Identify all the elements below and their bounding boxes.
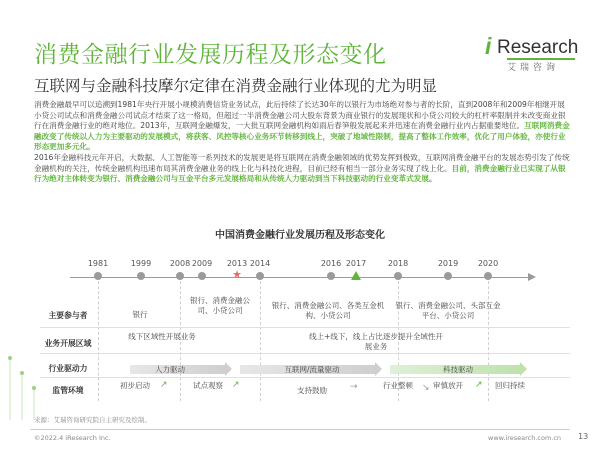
milestone-circle-icon — [176, 272, 184, 280]
regulation-cell-6: 回归持续 — [495, 381, 525, 390]
year-2019: 2019 — [437, 259, 459, 268]
paragraph-1 — [34, 100, 572, 153]
milestone-circle-icon — [256, 272, 264, 280]
page-title: 消费金融行业发展历程及形态变化 — [34, 42, 387, 68]
regulation-cell-1: 初步启动 — [120, 381, 150, 390]
milestone-circle-icon — [394, 272, 402, 280]
participants-cell-1: 银行 — [132, 310, 148, 319]
milestone-circle-icon — [94, 272, 102, 280]
divider — [260, 281, 261, 401]
row-label-participants: 主要参与者 — [48, 311, 88, 320]
source-note: 来源：艾瑞咨询研究院自主研究及绘制。 — [34, 416, 151, 424]
year-1999: 1999 — [130, 259, 152, 268]
year-2013: 2013 — [226, 259, 248, 268]
channels-cell-2: 线上+线下，线上占比逐步提升全域性开展业务 — [309, 332, 443, 351]
regulation-cell-3: 支持鼓励 — [297, 386, 327, 395]
year-1981: 1981 — [87, 259, 109, 268]
divider — [40, 353, 570, 354]
year-2020: 2020 — [477, 259, 499, 268]
participants-cell-2: 银行、消费金融公司、小贷公司 — [190, 296, 250, 315]
copyright: ©2022.4 iResearch Inc. — [34, 434, 111, 442]
page-number: 13 — [578, 432, 589, 441]
arrow-right-icon: → — [350, 382, 358, 392]
body-paragraph — [34, 100, 572, 185]
logo-cn: 艾瑞咨询 — [507, 63, 560, 73]
milestone-circle-icon — [327, 272, 335, 280]
year-2016: 2016 — [320, 259, 342, 268]
chart-title: 中国消费金融行业发展历程及形态变化 — [215, 230, 385, 241]
decorative-dots — [0, 300, 60, 420]
arrow-down-right-icon: ↘ — [422, 383, 430, 393]
year-2018: 2018 — [387, 259, 409, 268]
paragraph-2-highlight: 目前，消费金融行业已实现了从银行为绝对主体转变为银行、消费金融公司与互金平台多元发展格局和从传统人力驱动到当下科技驱动的行业变革式发展。 — [34, 163, 566, 184]
row-label-driver: 行业驱动力 — [48, 364, 88, 373]
driver-cell-1: 人力驱动 — [155, 365, 185, 374]
milestone-circle-icon — [198, 272, 206, 280]
paragraph-2 — [34, 153, 572, 185]
participants-cell-4: 银行、消费金融公司、头部互金平台、小贷公司 — [395, 301, 501, 320]
regulation-cell-4: 行业整顿 — [383, 381, 413, 390]
divider — [30, 429, 570, 430]
star-icon: ★ — [232, 268, 242, 281]
timeline-arrow-icon — [528, 273, 536, 281]
regulation-cell-5: 审慎放开 — [433, 381, 463, 390]
divider — [40, 377, 570, 378]
paragraph-1-highlight: 互联网消费金融改变了传统以人力为主要驱动的发展模式，将获客、风控等核心业务环节转移到线上，突破了地域性限制，提高了整体工作效率，优化了用户体验，亦使行业形态更加多元化。 — [34, 121, 570, 152]
logo-name: Research — [497, 37, 579, 58]
milestone-circle-icon — [484, 272, 492, 280]
arrow-up-right-icon: ↗ — [232, 380, 240, 390]
year-2008: 2008 — [169, 259, 191, 268]
arrow-up-right-icon: ↗ — [160, 380, 168, 390]
logo-mark: i — [485, 33, 492, 59]
regulation-cell-2: 试点观察 — [193, 381, 223, 390]
divider — [98, 281, 99, 401]
row-label-channels: 业务开展区域 — [44, 339, 92, 348]
paragraph-1-text: 消费金融最早可以追溯到1981年央行开展小规模消费信贷业务试点，此后持续了长达30年的以银行为市场绝对参与者的长阶，直到2008年和2009年相继开展小贷公司试点和消费金融公司试点才结束了这一格局，但超过一半消费金融公司大股东背景为商业银行的发展现状和小贷公司较大的杠杆率限制并未改变商业银行在消费金融行业的绝对地位。2013年，互联网金融爆发，一大批互联网金融机构如雨后春笋般发展起来并迅速在消费金融行业内占据重要地位。 — [34, 100, 566, 131]
paragraph-2-text: 2016年金融科技元年开启，大数据、人工智能等一系列技术的发展更是将互联网在消费金融领域的优势发挥到极致，互联网消费金融平台的发展态势引发了传统金融机构的关注，传统金融机构迅速布局其消费金融业务的线上化与科技化进程，目前已经有相当一部分业务实现了线上化。 — [34, 152, 570, 173]
divider — [488, 281, 489, 401]
divider — [40, 327, 570, 328]
year-2014: 2014 — [249, 259, 271, 268]
milestone-circle-icon — [137, 272, 145, 280]
year-2017: 2017 — [345, 259, 367, 268]
row-label-regulation: 监管环境 — [52, 386, 84, 395]
triangle-icon — [351, 271, 361, 280]
participants-cell-3: 银行、消费金融公司、各类互金机构、小贷公司 — [271, 301, 385, 320]
arrow-up-right-icon: ↗ — [475, 380, 483, 390]
driver-cell-2: 互联网/流量驱动 — [284, 365, 340, 374]
iresearch-logo — [485, 33, 581, 73]
driver-cell-3: 科技驱动 — [443, 365, 473, 374]
year-2009: 2009 — [191, 259, 213, 268]
channels-cell-1: 线下区域性开展业务 — [128, 332, 196, 341]
page-subtitle: 互联网与金融科技摩尔定律在消费金融行业体现的尤为明显 — [34, 77, 438, 95]
milestone-circle-icon — [444, 272, 452, 280]
website: www.iresearch.com.cn — [488, 434, 562, 442]
